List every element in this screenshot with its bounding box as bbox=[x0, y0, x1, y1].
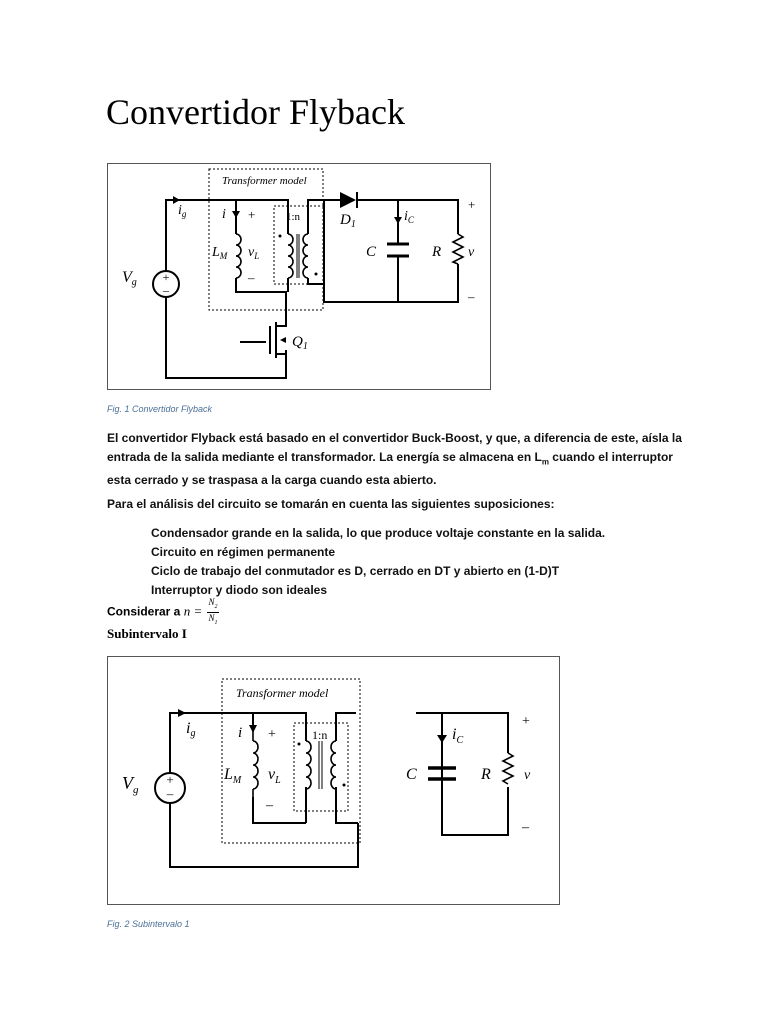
resistor-symbol bbox=[453, 234, 463, 264]
list-item: Interruptor y diodo son ideales bbox=[151, 583, 328, 597]
minus-right-label: – bbox=[468, 289, 475, 304]
plus-right-label: + bbox=[522, 714, 530, 729]
r-label: R bbox=[432, 244, 442, 260]
lm-label: $L_M$ bbox=[224, 766, 242, 786]
paragraph-line: El convertidor Flyback está basado en el convertidor Buck-Boost, y que, a diferencia de este, aísla la bbox=[107, 431, 682, 445]
capacitor-symbol bbox=[387, 244, 409, 256]
c-label: C bbox=[406, 766, 417, 783]
svg-text:–: – bbox=[166, 786, 174, 801]
subinterval-circuit-diagram bbox=[108, 657, 559, 904]
i-label: i bbox=[238, 725, 243, 741]
list-item: Ciclo de trabajo del conmutador es D, cerrado en DT y abierto en (1-D)T bbox=[151, 564, 560, 578]
vl-label: $v_L$ bbox=[268, 766, 281, 786]
figure-1-frame bbox=[107, 163, 491, 390]
diode-symbol bbox=[340, 192, 357, 208]
figure-2-caption: Fig. 2 Subintervalo 1 bbox=[107, 919, 190, 929]
d1-label: $D_1$ bbox=[340, 212, 356, 230]
ic-label: $i_C$ bbox=[452, 726, 464, 746]
assumptions-list bbox=[151, 524, 605, 600]
resistor-symbol bbox=[503, 753, 513, 784]
paragraph-line: esta cerrado y se traspasa a la carga cuando esta abierto. bbox=[107, 473, 437, 488]
plus-left-label: + bbox=[268, 727, 276, 742]
paragraph-assumptions-intro: Para el análisis del circuito se tomarán en cuenta las siguientes suposiciones: bbox=[107, 497, 555, 511]
ic-label: $i_C$ bbox=[404, 209, 414, 225]
vl-label: $v_L$ bbox=[248, 245, 260, 261]
list-item: Condensador grande en la salida, lo que produce voltaje constante en la salida. bbox=[151, 526, 606, 540]
transformer-windings-symbol bbox=[306, 741, 336, 789]
q1-label: $Q_1$ bbox=[292, 334, 308, 352]
svg-text:–: – bbox=[163, 283, 169, 297]
flyback-circuit-diagram bbox=[108, 164, 490, 389]
v-out-label: v bbox=[524, 768, 531, 783]
svg-text:+: + bbox=[162, 270, 170, 284]
c-label: C bbox=[366, 244, 377, 260]
lm-label: $L_M$ bbox=[212, 245, 228, 261]
magnetizing-inductor-symbol bbox=[236, 234, 241, 278]
figure-1-caption: Fig. 1 Convertidor Flyback bbox=[107, 404, 213, 414]
v-out-label: v bbox=[468, 245, 475, 260]
minus-left-label: – bbox=[248, 270, 255, 285]
i-label: i bbox=[222, 207, 226, 222]
figure-2-frame bbox=[107, 656, 560, 905]
ig-label: $i_g$ bbox=[178, 203, 187, 219]
transformer-model-label: Transformer model bbox=[222, 175, 307, 187]
list-item: Circuito en régimen permanente bbox=[151, 545, 336, 559]
vg-label: $V_g$ bbox=[122, 773, 139, 796]
transformer-model-label: Transformer model bbox=[236, 686, 329, 700]
turns-ratio-label: 1:n bbox=[286, 211, 301, 223]
turns-ratio-label: 1:n bbox=[312, 728, 328, 742]
r-label: R bbox=[481, 766, 491, 783]
plus-right-label: + bbox=[468, 197, 476, 212]
ig-label: ig bbox=[186, 720, 196, 739]
transformer-model-box bbox=[209, 169, 323, 310]
vg-label: Vg bbox=[122, 269, 137, 288]
paragraph-intro bbox=[107, 429, 682, 490]
magnetizing-inductor-symbol bbox=[253, 727, 258, 797]
paragraph-line: entrada de la salida mediante el transformador. La energía se almacena en $L_m$ cuando el interruptor bbox=[107, 450, 673, 467]
fraction: $\frac{N_2}{N_1}$ bbox=[208, 597, 218, 626]
svg-text:+: + bbox=[166, 772, 174, 787]
section-subheading: Subintervalo I bbox=[107, 626, 187, 641]
page-title: Convertidor Flyback bbox=[106, 92, 405, 132]
minus-right-label: – bbox=[522, 820, 529, 835]
minus-left-label: – bbox=[266, 798, 273, 813]
transformer-windings-symbol bbox=[288, 234, 308, 278]
transformer-model-box bbox=[222, 679, 360, 843]
plus-left-label: + bbox=[248, 207, 256, 222]
consider-equation: Considerar a n = $\frac{N_2}{N_1}$ bbox=[107, 597, 218, 626]
